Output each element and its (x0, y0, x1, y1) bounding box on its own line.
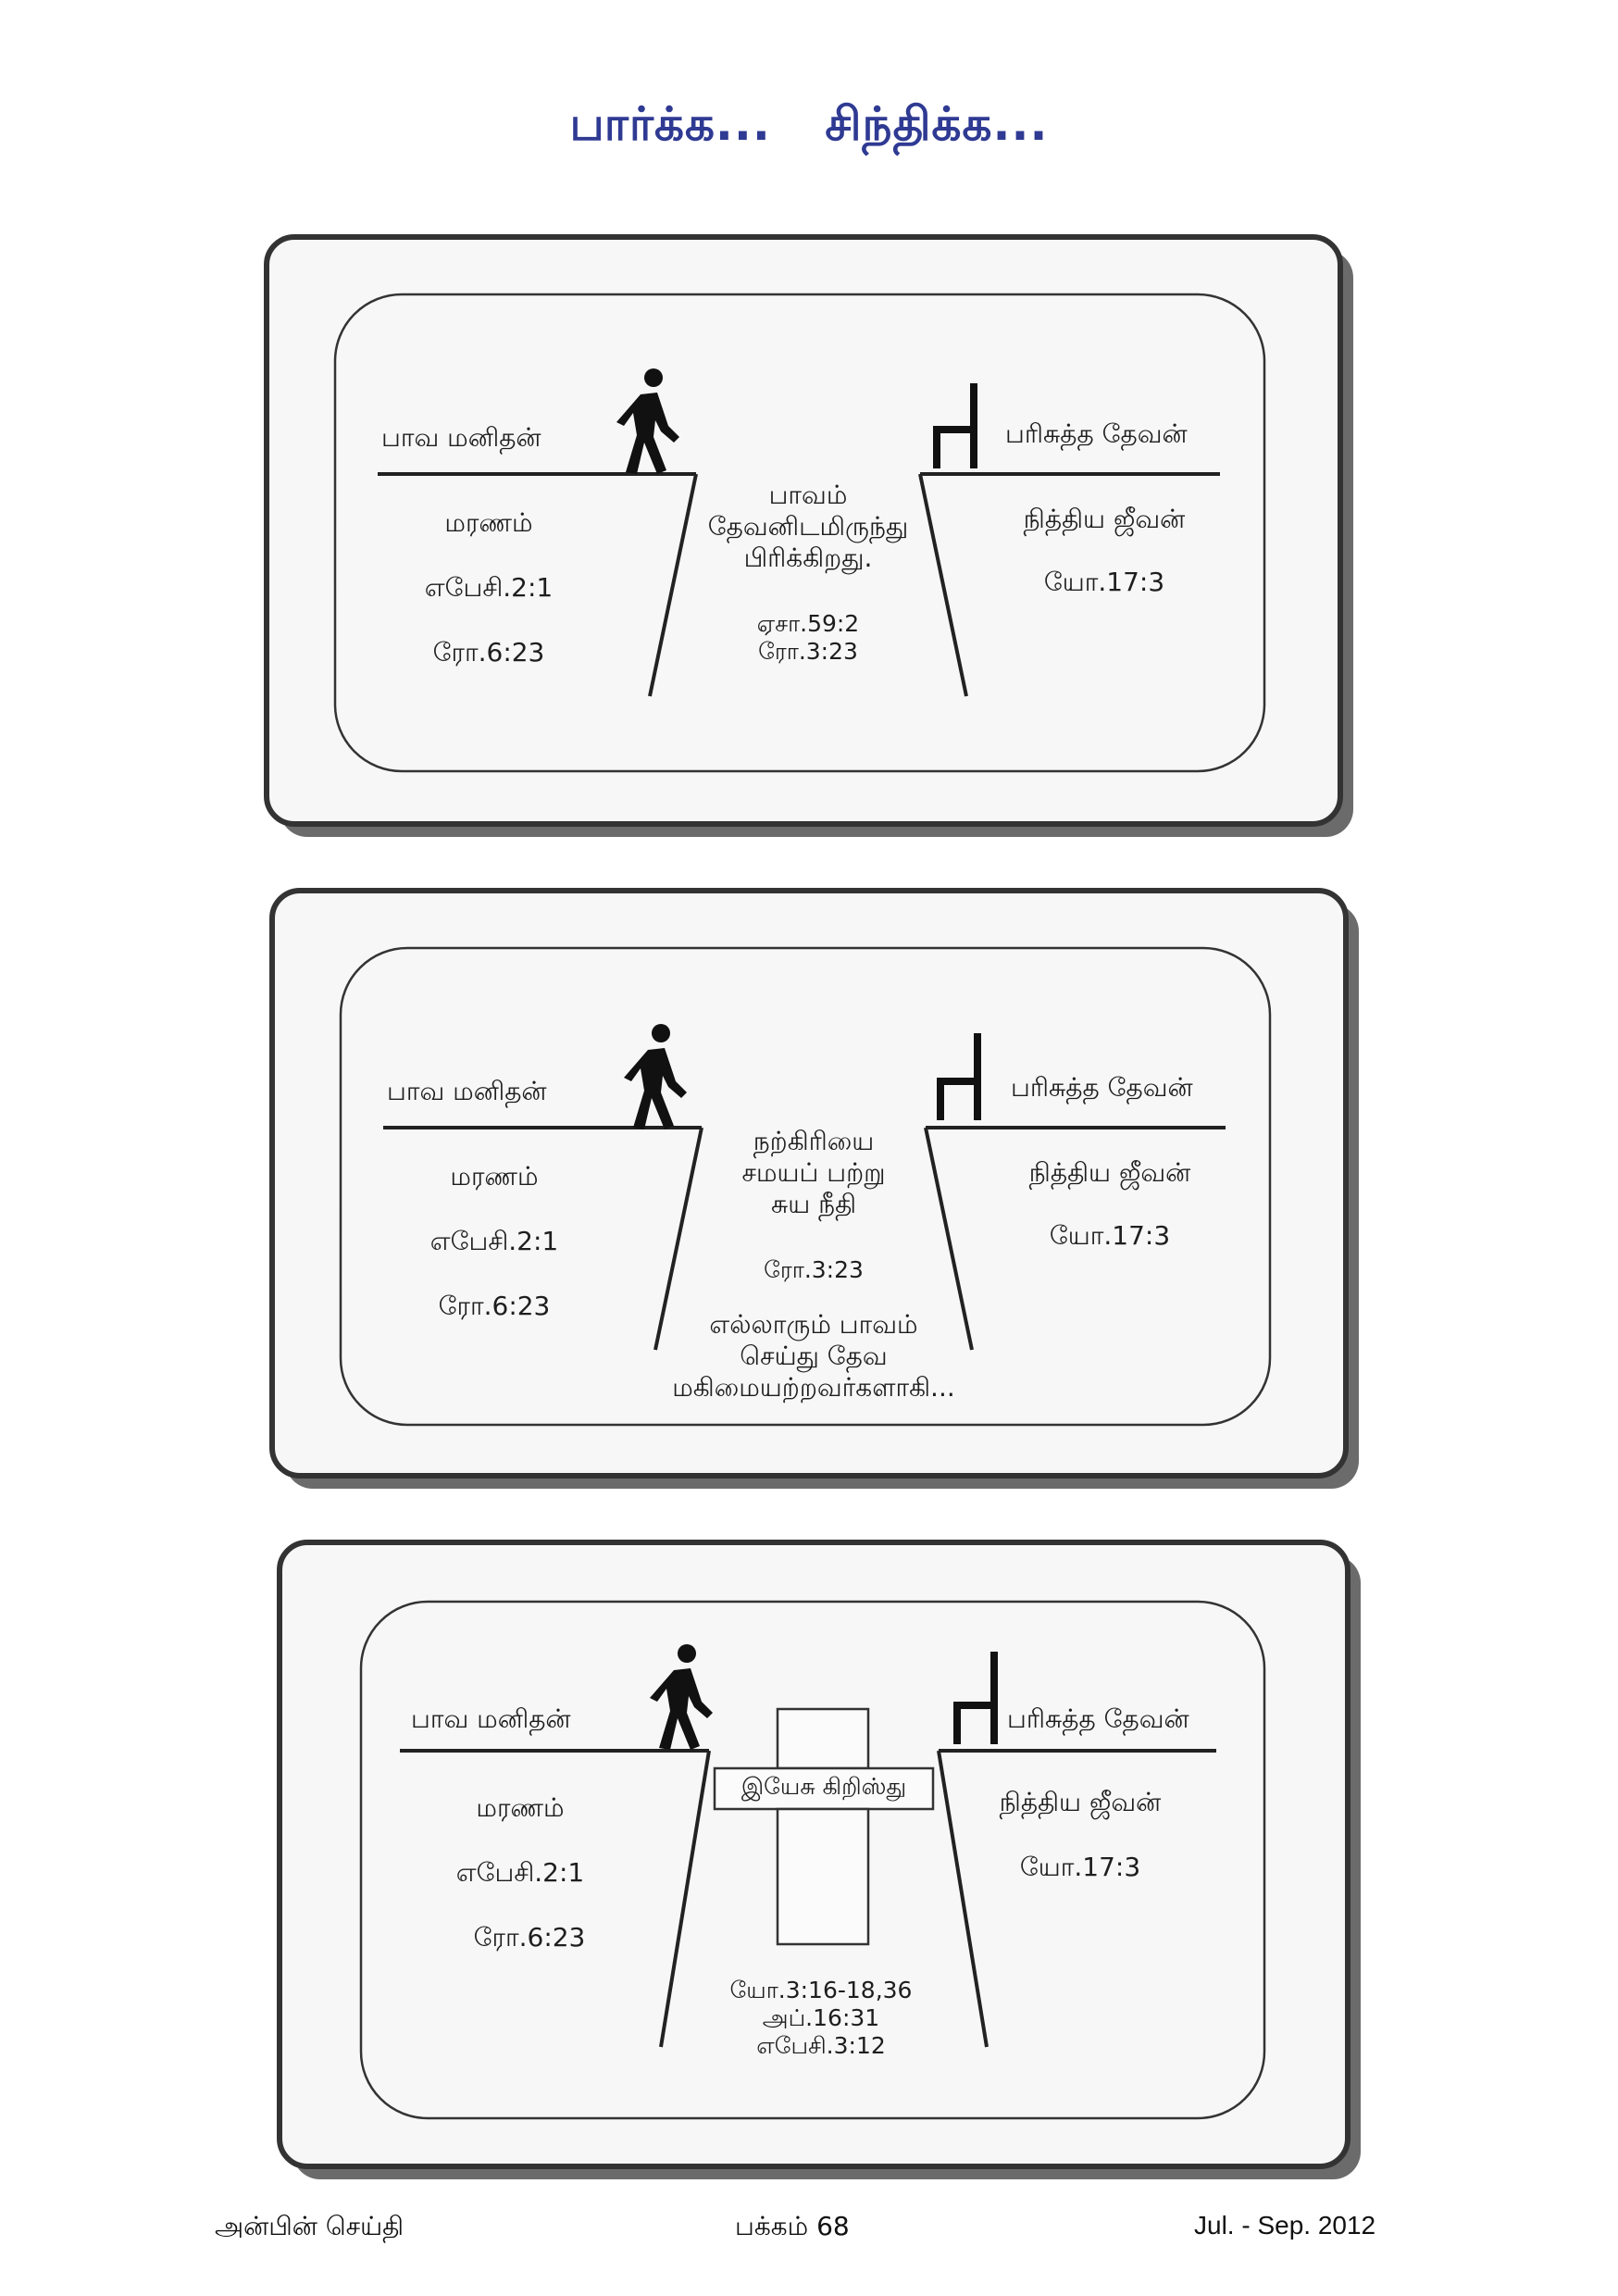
man-label: பாவ மனிதன் (387, 1076, 547, 1106)
good-works-label: நற்கிரியை (753, 1126, 875, 1156)
separates-line-1: தேவனிடமிருந்து (707, 511, 909, 542)
romans-ref: ரோ.6:23 (438, 1291, 551, 1321)
acts-ref: அப்.16:31 (762, 2004, 880, 2031)
john-ref-center: யோ.3:16-18,36 (729, 1977, 913, 2003)
footer-issue-date: Jul. - Sep. 2012 (1194, 2211, 1376, 2240)
ephesians-ref: எபேசி.2:1 (424, 572, 554, 603)
quote-line-3: மகிமையற்றவர்களாகி... (672, 1372, 955, 1403)
john-ref: யோ.17:3 (1043, 567, 1165, 597)
god-label: பரிசுத்த தேவன் (1005, 418, 1188, 449)
eternal-life-label: நித்திய ஜீவன் (999, 1787, 1162, 1817)
romans-ref: ரோ.6:23 (432, 637, 545, 668)
panel-3 (280, 1542, 1366, 2183)
death-label: மரணம் (444, 507, 533, 538)
man-label: பாவ மனிதன் (411, 1703, 571, 1734)
ephesians-ref: எபேசி.2:1 (429, 1226, 559, 1256)
panel-1 (267, 237, 1357, 841)
separates-line-2: பிரிக்கிறது. (743, 543, 873, 573)
footer-page-number: பக்கம் 68 (735, 2211, 850, 2241)
panel-2 (272, 891, 1363, 1494)
man-label: பாவ மனிதன் (381, 422, 541, 453)
quote-line-2: செய்து தேவ (740, 1341, 888, 1371)
romans-ref-center: ரோ.3:23 (764, 1256, 864, 1283)
ephesians-ref-center: எபேசி.3:12 (756, 2032, 886, 2059)
romans-ref: ரோ.6:23 (473, 1922, 586, 1953)
self-righteousness-label: சுய நீதி (770, 1189, 857, 1219)
john-ref: யோ.17:3 (1019, 1852, 1141, 1882)
page-title: பார்க்க... சிந்திக்க... (569, 97, 1049, 151)
cross-label: இயேசு கிறிஸ்து (741, 1773, 907, 1800)
death-label: மரணம் (450, 1161, 539, 1192)
footer-magazine-name: அன்பின் செய்தி (215, 2211, 404, 2241)
religion-label: சமயப் பற்று (741, 1157, 886, 1188)
ephesians-ref: எபேசி.2:1 (455, 1857, 585, 1888)
eternal-life-label: நித்திய ஜீவன் (1028, 1157, 1191, 1188)
god-label: பரிசுத்த தேவன் (1007, 1703, 1189, 1734)
eternal-life-label: நித்திய ஜீவன் (1023, 504, 1186, 534)
god-label: பரிசுத்த தேவன் (1011, 1072, 1193, 1103)
quote-line-1: எல்லாரும் பாவம் (709, 1309, 918, 1340)
john-ref: யோ.17:3 (1049, 1220, 1171, 1251)
romans-ref-center: ரோ.3:23 (758, 638, 858, 665)
death-label: மரணம் (476, 1792, 565, 1823)
sin-label: பாவம் (768, 480, 848, 510)
isaiah-ref: ஏசா.59:2 (756, 610, 860, 637)
